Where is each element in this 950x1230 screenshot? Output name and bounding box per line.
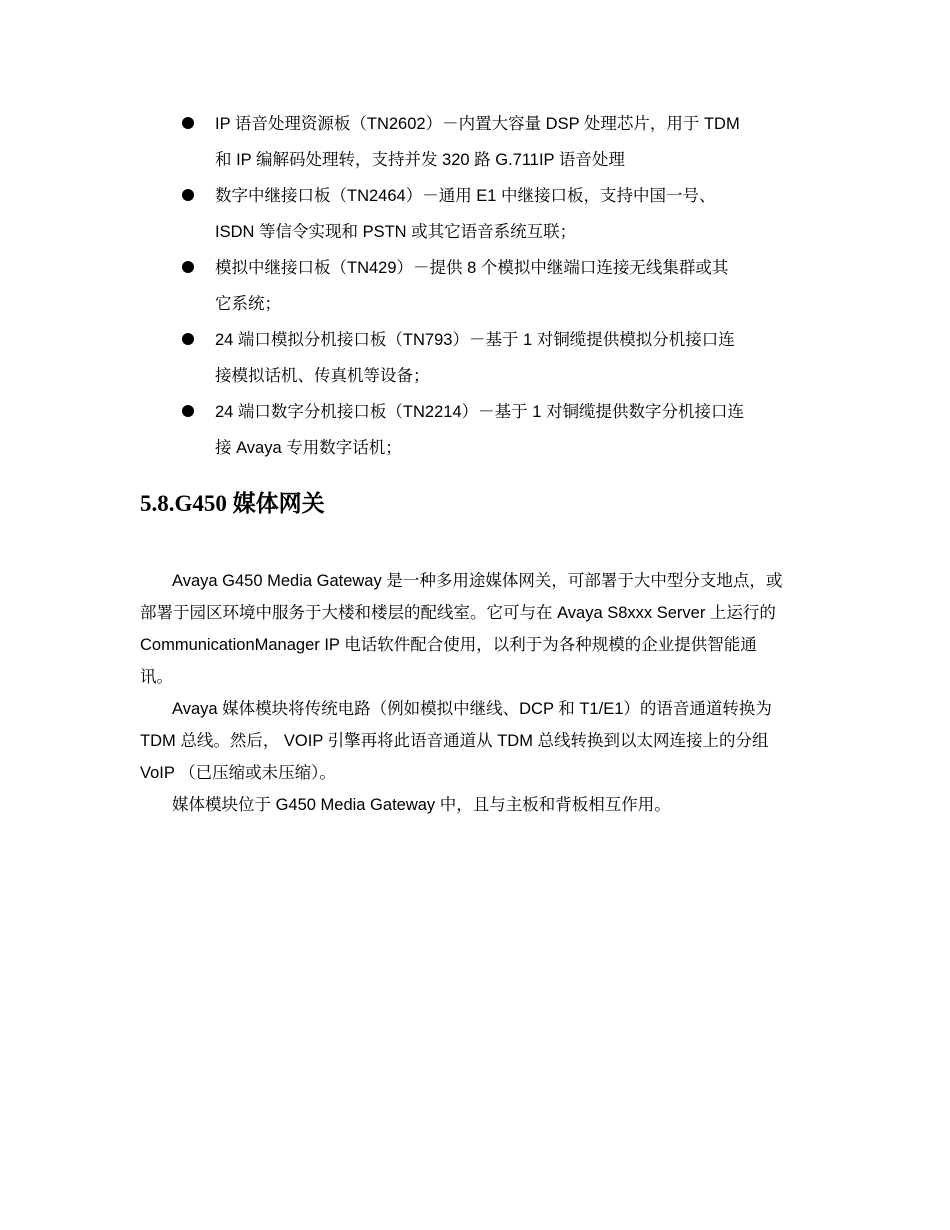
paragraph-line: CommunicationManager IP 电话软件配合使用，以利于为各种规模的企业提供智能通 [140,636,757,654]
bullet-item-tn2464 [180,178,820,250]
bullet-line: 模拟中继接口板（TN429）－提供 8 个模拟中继端口连接无线集群或其 [215,259,729,277]
bullet-item-tn2214 [180,394,820,466]
bullet-line: 和 IP 编解码处理转，支持并发 320 路 G.711IP 语音处理 [215,151,625,169]
bullet-dot-icon [182,405,194,417]
paragraph-line: VoIP （已压缩或未压缩）。 [140,764,336,782]
bullet-dot-icon [182,117,194,129]
paragraph-line: TDM 总线。然后， VOIP 引擎再将此语音通道从 TDM 总线转换到以太网连接上的分组 [140,732,769,750]
bullet-line: 接 Avaya 专用数字话机； [215,439,402,457]
bullet-line: ISDN 等信令实现和 PSTN 或其它语音系统互联； [215,223,577,241]
bullet-dot-icon [182,189,194,201]
section-body [140,565,820,821]
section-heading: 5.8.G450 媒体网关 [140,491,325,516]
board-bullet-list [180,106,820,466]
paragraph-location [140,789,820,821]
paragraph-line: 部署于园区环境中服务于大楼和楼层的配线室。它可与在 Avaya S8xxx Server 上运行的 [140,604,776,622]
bullet-line: 24 端口数字分机接口板（TN2214）－基于 1 对铜缆提供数字分机接口连 [215,403,744,421]
bullet-line: 数字中继接口板（TN2464）－通用 E1 中继接口板，支持中国一号、 [215,187,716,205]
paragraph-intro [140,565,820,693]
bullet-item-tn793 [180,322,820,394]
bullet-item-tn429 [180,250,820,322]
bullet-line: 它系统； [215,295,281,313]
bullet-dot-icon [182,261,194,273]
bullet-item-tn2602 [180,106,820,178]
paragraph-line: 媒体模块位于 G450 Media Gateway 中，且与主板和背板相互作用。 [172,796,671,814]
paragraph-line: 讯。 [140,668,173,686]
paragraph-line: Avaya G450 Media Gateway 是一种多用途媒体网关，可部署于大中型分支地点，或 [172,572,783,590]
paragraph-line: Avaya 媒体模块将传统电路（例如模拟中继线、DCP 和 T1/E1）的语音通道转换为 [172,700,772,718]
paragraph-media-module [140,693,820,789]
bullet-line: 接模拟话机、传真机等设备； [215,367,430,385]
bullet-line: 24 端口模拟分机接口板（TN793）－基于 1 对铜缆提供模拟分机接口连 [215,331,735,349]
bullet-dot-icon [182,333,194,345]
bullet-line: IP 语音处理资源板（TN2602）－内置大容量 DSP 处理芯片，用于 TDM [215,115,740,133]
